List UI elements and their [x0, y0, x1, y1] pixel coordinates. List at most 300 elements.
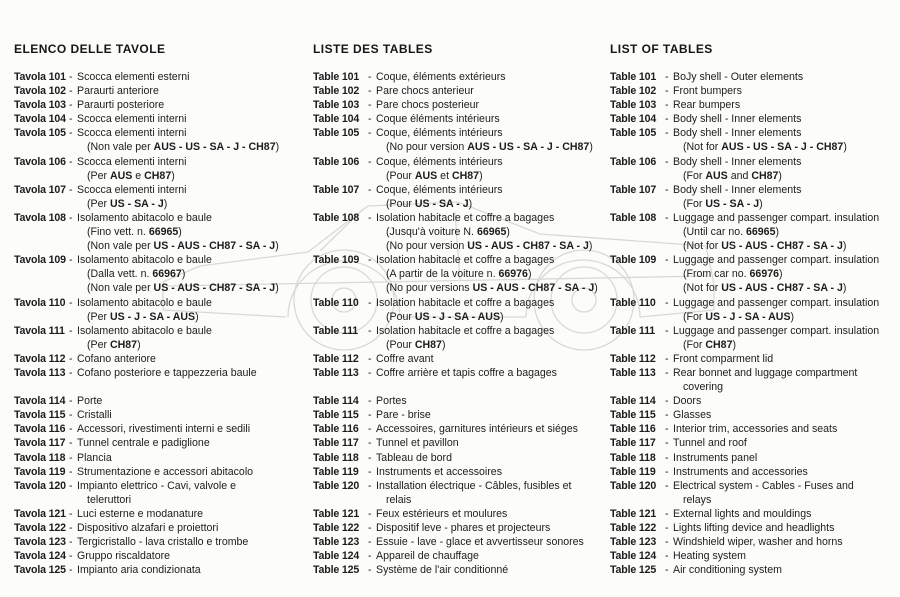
toc-row [14, 126, 313, 140]
text-segment: Luggage and passenger compart. insulation [673, 296, 880, 309]
text-segment: Cofano anteriore [77, 352, 156, 365]
toc-row [14, 549, 313, 563]
separator-dash: - [368, 127, 372, 140]
separator-dash: - [368, 423, 372, 436]
toc-row-note [610, 380, 899, 394]
text-segment: Pare chocs posterieur [376, 99, 480, 112]
toc-row [313, 253, 610, 267]
text-segment: Instruments and accessories [673, 465, 808, 478]
separator-dash: - [368, 564, 372, 577]
text-segment: (Per [87, 310, 110, 323]
table-title [376, 366, 557, 380]
toc-rows-italian [14, 70, 313, 577]
vehicle-code: US - J - SA - AUS [414, 310, 501, 323]
text-segment: (Non vale per [87, 141, 154, 154]
text-segment: ) [275, 282, 279, 295]
vehicle-code: US - AUS - CH87 - SA - J [467, 240, 589, 253]
table-number: Table 121 [610, 507, 657, 520]
text-segment: (Jusqu'à voiture N. [386, 226, 477, 239]
text-segment: Luggage and passenger compart. insulation [673, 324, 880, 337]
table-number: Table 114 [610, 395, 656, 408]
table-note [386, 338, 445, 352]
separator-dash: - [69, 183, 73, 196]
toc-row [610, 549, 899, 563]
table-title [673, 253, 879, 267]
toc-row [610, 126, 899, 140]
text-segment: Front comparment lid [673, 352, 774, 365]
text-segment: Cristalli [77, 409, 112, 422]
vehicle-code: US - AUS - CH87 - SA - J [472, 282, 595, 295]
table-number: Table 102 [610, 85, 657, 98]
separator-dash: - [69, 536, 73, 549]
table-title [673, 408, 711, 422]
table-number: Tavola 118 [14, 451, 66, 464]
toc-row-note [313, 267, 610, 281]
table-number: Table 118 [610, 451, 656, 464]
text-segment: Tunnel et pavillon [376, 437, 459, 450]
separator-dash: - [665, 451, 669, 464]
text-segment: Scocca elementi interni [77, 113, 187, 126]
table-title [77, 84, 159, 98]
separator-dash: - [368, 183, 372, 196]
table-number: Tavola 119 [14, 465, 66, 478]
toc-column-english [610, 42, 899, 577]
table-title [376, 352, 434, 366]
separator-dash: - [69, 155, 73, 168]
toc-row [610, 394, 899, 408]
text-segment: teleruttori [87, 493, 132, 506]
toc-row-note [14, 225, 313, 239]
text-segment: Coffre avant [376, 352, 434, 365]
vehicle-code: CH87 [414, 338, 442, 351]
table-note [683, 140, 847, 154]
separator-dash: - [69, 324, 73, 337]
table-number: Tavola 115 [14, 409, 66, 422]
table-title [376, 451, 452, 465]
table-note [683, 493, 711, 507]
toc-row [14, 479, 313, 493]
table-number: Table 123 [610, 536, 657, 549]
vehicle-code: AUS - US - SA - J - CH87 [153, 141, 276, 154]
table-title [376, 535, 584, 549]
table-number: Tavola 104 [14, 113, 66, 126]
text-segment: Dispositif leve - phares et projecteurs [376, 522, 551, 534]
toc-column-french [313, 42, 610, 577]
text-segment: Rear bumpers [673, 99, 741, 112]
toc-row [14, 84, 313, 98]
separator-dash: - [665, 564, 669, 577]
toc-row-note [14, 493, 313, 507]
text-segment: ) [181, 268, 186, 281]
text-segment: (For [683, 169, 706, 182]
text-segment: Coque, éléments extérieurs [376, 71, 506, 83]
table-note [87, 140, 279, 154]
text-segment: Tableau de bord [376, 451, 452, 464]
vehicle-code: 66965 [746, 226, 776, 239]
vehicle-code: 66965 [148, 226, 179, 239]
table-title [77, 253, 212, 267]
table-title [77, 112, 187, 126]
toc-row-note [14, 338, 313, 352]
separator-dash: - [665, 536, 669, 549]
text-segment: ) [195, 310, 199, 323]
toc-row [14, 98, 313, 112]
toc-row-note [14, 281, 313, 295]
text-segment: ) [527, 268, 532, 281]
table-number: Table 107 [313, 183, 360, 196]
text-segment: e [132, 169, 145, 182]
text-segment: Isolamento abitacolo e baule [77, 324, 212, 337]
toc-row-note [313, 310, 610, 324]
table-title [673, 366, 857, 380]
table-title [77, 296, 212, 310]
text-segment: (Non vale per [87, 240, 154, 253]
separator-dash: - [368, 437, 372, 450]
toc-row [610, 155, 899, 169]
table-title [77, 451, 112, 465]
table-title [376, 479, 572, 493]
vehicle-code: CH87 [144, 169, 172, 182]
table-title [376, 549, 479, 563]
table-note [386, 239, 592, 253]
table-number: Table 125 [610, 564, 657, 577]
vehicle-code: CH87 [451, 169, 480, 182]
toc-row [313, 324, 610, 338]
toc-rows-english [610, 70, 899, 577]
table-note [683, 267, 783, 281]
toc-row-note [610, 197, 899, 211]
vehicle-code: CH87 [751, 169, 779, 182]
toc-row [610, 296, 899, 310]
text-segment: (A partir de la voiture n. [386, 268, 499, 281]
toc-row [313, 465, 610, 479]
text-segment: Dispositivo alzafari e proiettori [77, 522, 219, 534]
table-number: Table 112 [313, 352, 359, 365]
text-segment: (Fino vett. n. [87, 226, 149, 239]
table-title [673, 394, 701, 408]
vehicle-code: US - SA - J [414, 197, 469, 210]
text-segment: (For [683, 310, 706, 323]
toc-row [14, 563, 313, 577]
table-title [673, 521, 834, 535]
toc-row [313, 70, 610, 84]
vehicle-code: US - SA - J [705, 197, 760, 210]
table-title [376, 422, 578, 436]
separator-dash: - [69, 423, 73, 436]
table-number: Table 124 [610, 550, 657, 563]
table-number: Table 117 [610, 437, 656, 450]
table-note [87, 338, 141, 352]
table-number: Tavola 105 [14, 127, 66, 140]
text-segment: BoJy shell - Outer elements [673, 71, 804, 83]
table-title [77, 98, 164, 112]
table-number: Tavola 107 [14, 183, 66, 196]
toc-row [14, 366, 313, 380]
separator-dash: - [665, 409, 669, 422]
toc-row [610, 98, 899, 112]
table-note [87, 493, 131, 507]
text-segment: (Non vale per [87, 282, 154, 295]
table-title [673, 451, 757, 465]
table-title [376, 563, 508, 577]
table-number: Tavola 125 [14, 564, 66, 577]
toc-row-note [610, 140, 899, 154]
toc-row [610, 563, 899, 577]
table-title [77, 211, 212, 225]
table-title [77, 408, 112, 422]
text-segment: (For [683, 197, 706, 210]
toc-row-note [313, 493, 610, 507]
table-number: Table 106 [610, 155, 657, 168]
table-note [386, 169, 483, 183]
text-segment: Interior trim, accessories and seats [673, 423, 838, 436]
table-number: Table 103 [610, 99, 657, 112]
separator-dash: - [665, 366, 669, 379]
text-segment: ) [275, 141, 280, 154]
text-segment: (No pour version [386, 141, 468, 154]
table-number: Table 123 [313, 536, 360, 549]
vehicle-code: 66965 [476, 226, 507, 239]
toc-row [313, 98, 610, 112]
table-number: Table 115 [610, 409, 656, 422]
toc-row-note [14, 239, 313, 253]
table-number: Table 114 [313, 395, 359, 408]
toc-row-note [610, 310, 899, 324]
toc-row [610, 112, 899, 126]
text-segment: Système de l'air conditionné [376, 564, 509, 577]
table-note [683, 197, 763, 211]
text-segment: Tunnel and roof [673, 437, 747, 450]
table-number: Table 101 [610, 71, 657, 83]
table-number: Table 113 [610, 366, 656, 379]
text-segment: Tergicristallo - lava cristallo e trombe [77, 536, 249, 549]
separator-dash: - [665, 211, 669, 224]
text-segment: ) [589, 141, 593, 154]
separator-dash: - [368, 366, 372, 379]
text-segment: ) [506, 226, 510, 239]
toc-row-note [313, 140, 610, 154]
separator-dash: - [368, 465, 372, 478]
text-segment: (Pour [386, 169, 415, 182]
table-title [673, 70, 803, 84]
text-segment: Pare chocs anterieur [376, 85, 474, 98]
separator-dash: - [368, 296, 372, 309]
table-title [376, 253, 554, 267]
table-number: Table 117 [313, 437, 359, 450]
text-segment: Cofano posteriore e tappezzeria baule [77, 366, 257, 379]
toc-row [313, 155, 610, 169]
table-title [673, 436, 747, 450]
text-segment: (Pour [386, 310, 415, 323]
toc-row [610, 70, 899, 84]
toc-row [610, 535, 899, 549]
table-title [376, 521, 550, 535]
toc-row [313, 183, 610, 197]
table-title [376, 183, 503, 197]
table-number: Tavola 103 [14, 99, 66, 112]
vehicle-code: US - AUS - CH87 - SA - J [153, 240, 276, 253]
separator-dash: - [665, 352, 669, 365]
text-segment: Instruments et accessoires [376, 465, 502, 478]
table-number: Tavola 108 [14, 211, 66, 224]
text-segment: ) [275, 240, 279, 253]
text-segment: (No pour versions [386, 282, 473, 295]
text-segment: (Until car no. [683, 226, 746, 239]
toc-row [14, 507, 313, 521]
separator-dash: - [69, 522, 73, 534]
toc-row [610, 436, 899, 450]
toc-row-note [313, 225, 610, 239]
toc-row [313, 296, 610, 310]
table-title [673, 183, 801, 197]
table-number: Table 112 [610, 352, 656, 365]
vehicle-code: 66976 [749, 268, 779, 281]
table-title [376, 465, 502, 479]
text-segment: Plancia [77, 451, 112, 464]
table-number: Tavola 124 [14, 550, 66, 563]
separator-dash: - [368, 254, 372, 267]
toc-row [313, 366, 610, 380]
text-segment: covering [683, 381, 724, 394]
table-title [77, 521, 218, 535]
text-segment: ) [171, 169, 175, 182]
table-title [673, 507, 811, 521]
text-segment: Essuie - lave - glace et avvertisseur sonores [376, 536, 584, 549]
table-note [386, 493, 411, 507]
vehicle-code: CH87 [705, 338, 733, 351]
table-number: Tavola 122 [14, 522, 66, 534]
text-segment: Isolamento abitacolo e baule [77, 254, 212, 267]
text-segment: ) [441, 338, 446, 351]
toc-row [313, 563, 610, 577]
text-segment: (From car no. [683, 268, 750, 281]
text-segment: ) [137, 338, 141, 351]
table-number: Table 102 [313, 85, 360, 98]
toc-row [313, 422, 610, 436]
toc-row [14, 451, 313, 465]
toc-row-note [313, 338, 610, 352]
text-segment: ) [732, 338, 736, 351]
table-of-contents [14, 42, 900, 577]
toc-row [14, 70, 313, 84]
table-title [77, 479, 236, 493]
table-note [87, 310, 199, 324]
separator-dash: - [665, 296, 669, 309]
table-title [376, 507, 507, 521]
table-note [386, 281, 598, 295]
text-segment: Glasses [673, 409, 712, 422]
table-number: Tavola 106 [14, 155, 66, 168]
table-title [376, 408, 431, 422]
toc-column-italian [14, 42, 313, 577]
vehicle-code: US - AUS - CH87 - SA - J [721, 240, 843, 253]
text-segment: Isolamento abitacolo e baule [77, 211, 212, 224]
table-title [376, 98, 479, 112]
vehicle-code: US - J - SA - AUS [109, 310, 196, 323]
separator-dash: - [69, 211, 73, 224]
table-number: Table 125 [313, 564, 360, 577]
separator-dash: - [69, 71, 73, 83]
separator-dash: - [665, 183, 669, 196]
toc-row-note [14, 169, 313, 183]
text-segment: and [727, 169, 752, 182]
text-segment: Isolation habitacle et coffre a bagages [376, 211, 555, 224]
table-number: Tavola 123 [14, 536, 66, 549]
text-segment: Feux estérieurs et moulures [376, 507, 508, 520]
table-title [77, 183, 187, 197]
text-segment: Luggage and passenger compart. insulation [673, 211, 880, 224]
table-title [77, 352, 156, 366]
text-segment: (Pour [386, 338, 415, 351]
table-number: Tavola 116 [14, 423, 66, 436]
table-number: Table 105 [610, 127, 657, 140]
toc-row [14, 183, 313, 197]
text-segment: Doors [673, 395, 702, 408]
separator-dash: - [69, 85, 73, 98]
text-segment: et [437, 169, 452, 182]
separator-dash: - [69, 296, 73, 309]
text-segment: Windshield wiper, washer and horns [673, 536, 843, 549]
table-number: Table 121 [313, 507, 360, 520]
text-segment: (Per [87, 169, 110, 182]
text-segment: (Dalla vett. n. [87, 268, 153, 281]
text-segment: relays [683, 493, 712, 506]
toc-row [14, 422, 313, 436]
table-note [683, 338, 736, 352]
separator-dash: - [665, 127, 669, 140]
table-title [673, 352, 773, 366]
table-number: Table 120 [313, 479, 360, 492]
table-title [673, 126, 801, 140]
separator-dash: - [368, 324, 372, 337]
toc-row [313, 394, 610, 408]
vehicle-code: US - AUS - CH87 - SA - J [153, 282, 276, 295]
vehicle-code: AUS [414, 169, 438, 182]
table-number: Table 107 [610, 183, 657, 196]
table-title [77, 155, 187, 169]
separator-dash: - [368, 507, 372, 520]
separator-dash: - [665, 507, 669, 520]
table-number: Tavola 120 [14, 479, 66, 492]
table-title [77, 422, 250, 436]
toc-row-note [610, 239, 899, 253]
table-title [77, 324, 212, 338]
separator-dash: - [69, 564, 73, 577]
separator-dash: - [368, 479, 372, 492]
separator-dash: - [69, 127, 73, 140]
table-note [386, 225, 510, 239]
table-number: Table 116 [313, 423, 359, 436]
table-title [77, 126, 187, 140]
table-title [673, 479, 854, 493]
text-segment: Heating system [673, 550, 747, 563]
text-segment: Isolation habitacle et coffre a bagages [376, 324, 555, 337]
vehicle-code: US - SA - J [109, 197, 164, 210]
toc-row [610, 253, 899, 267]
table-number: Tavola 117 [14, 437, 66, 450]
table-title [376, 70, 506, 84]
text-segment: relais [386, 493, 412, 506]
vehicle-code: 66967 [152, 268, 182, 281]
toc-row [14, 211, 313, 225]
toc-row [313, 479, 610, 493]
text-segment: (Pour [386, 197, 415, 210]
text-segment: Coque, éléments intérieurs [376, 183, 503, 196]
table-note [87, 267, 185, 281]
table-number: Table 108 [610, 211, 657, 224]
table-number: Tavola 102 [14, 85, 66, 98]
text-segment: ) [843, 141, 847, 154]
